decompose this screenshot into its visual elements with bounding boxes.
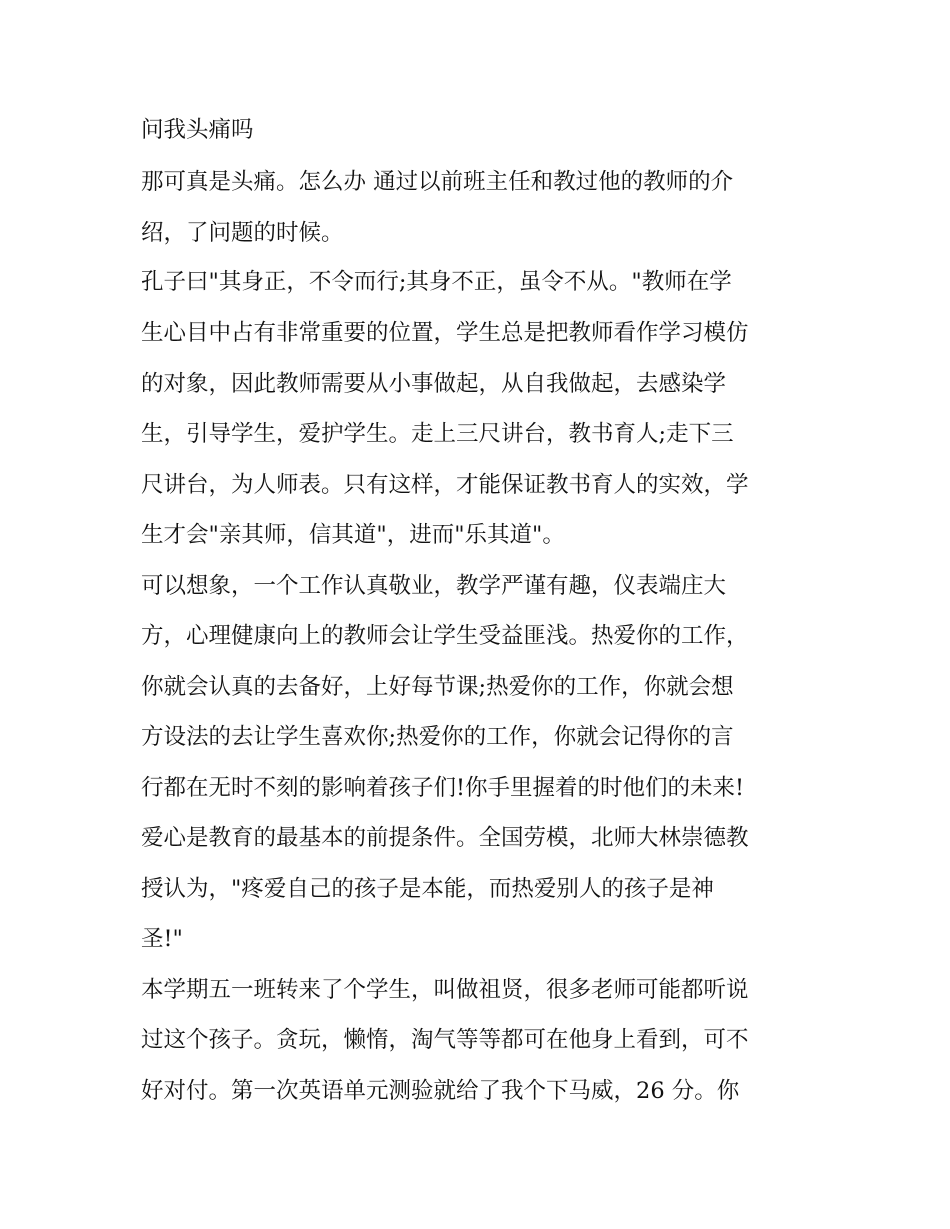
text-line: 爱心是教育的最基本的前提条件。全国劳模，北师大林崇德教 [141, 825, 749, 851]
text-line: 生才会"亲其师，信其道"，进而"乐其道"。 [141, 522, 565, 548]
text-line: 尺讲台，为人师表。只有这样，才能保证教书育人的实效，学 [141, 472, 749, 498]
text-line: 问我头痛吗 [141, 117, 254, 143]
text-line: 好对付。第一次英语单元测验就给了我个下马威，26 分。你 [141, 1078, 740, 1104]
text-line: 可以想象，一个工作认真敬业，教学严谨有趣，仪表端庄大 [141, 573, 727, 599]
text-line: 的对象，因此教师需要从小事做起，从自我做起，去感染学 [141, 371, 727, 397]
text-line: 行都在无时不刻的影响着孩子们!你手里握着的时他们的未来! [141, 775, 745, 801]
text-line: 本学期五一班转来了个学生，叫做祖贤，很多老师可能都听说 [141, 977, 749, 1003]
text-line: 你就会认真的去备好，上好每节课;热爱你的工作，你就会想 [141, 674, 734, 700]
text-line: 圣!" [141, 926, 183, 952]
text-line: 方设法的去让学生喜欢你;热爱你的工作，你就会记得你的言 [141, 724, 734, 750]
text-line: 授认为，"疼爱自己的孩子是本能，而热爱别人的孩子是神 [141, 876, 714, 902]
text-line: 生，引导学生，爱护学生。走上三尺讲台，教书育人;走下三 [141, 421, 734, 447]
text-line: 过这个孩子。贪玩，懒惰，淘气等等都可在他身上看到，可不 [141, 1027, 749, 1053]
text-line: 生心目中占有非常重要的位置，学生总是把教师看作学习模仿 [141, 320, 749, 346]
text-line: 绍，了问题的时候。 [141, 220, 344, 246]
text-line: 那可真是头痛。怎么办 通过以前班主任和教过他的教师的介 [141, 169, 734, 195]
text-line: 方，心理健康向上的教师会让学生受益匪浅。热爱你的工作， [141, 623, 749, 649]
text-line: 孔子曰"其身正，不令而行;其身不正，虽令不从。"教师在学 [141, 269, 732, 295]
